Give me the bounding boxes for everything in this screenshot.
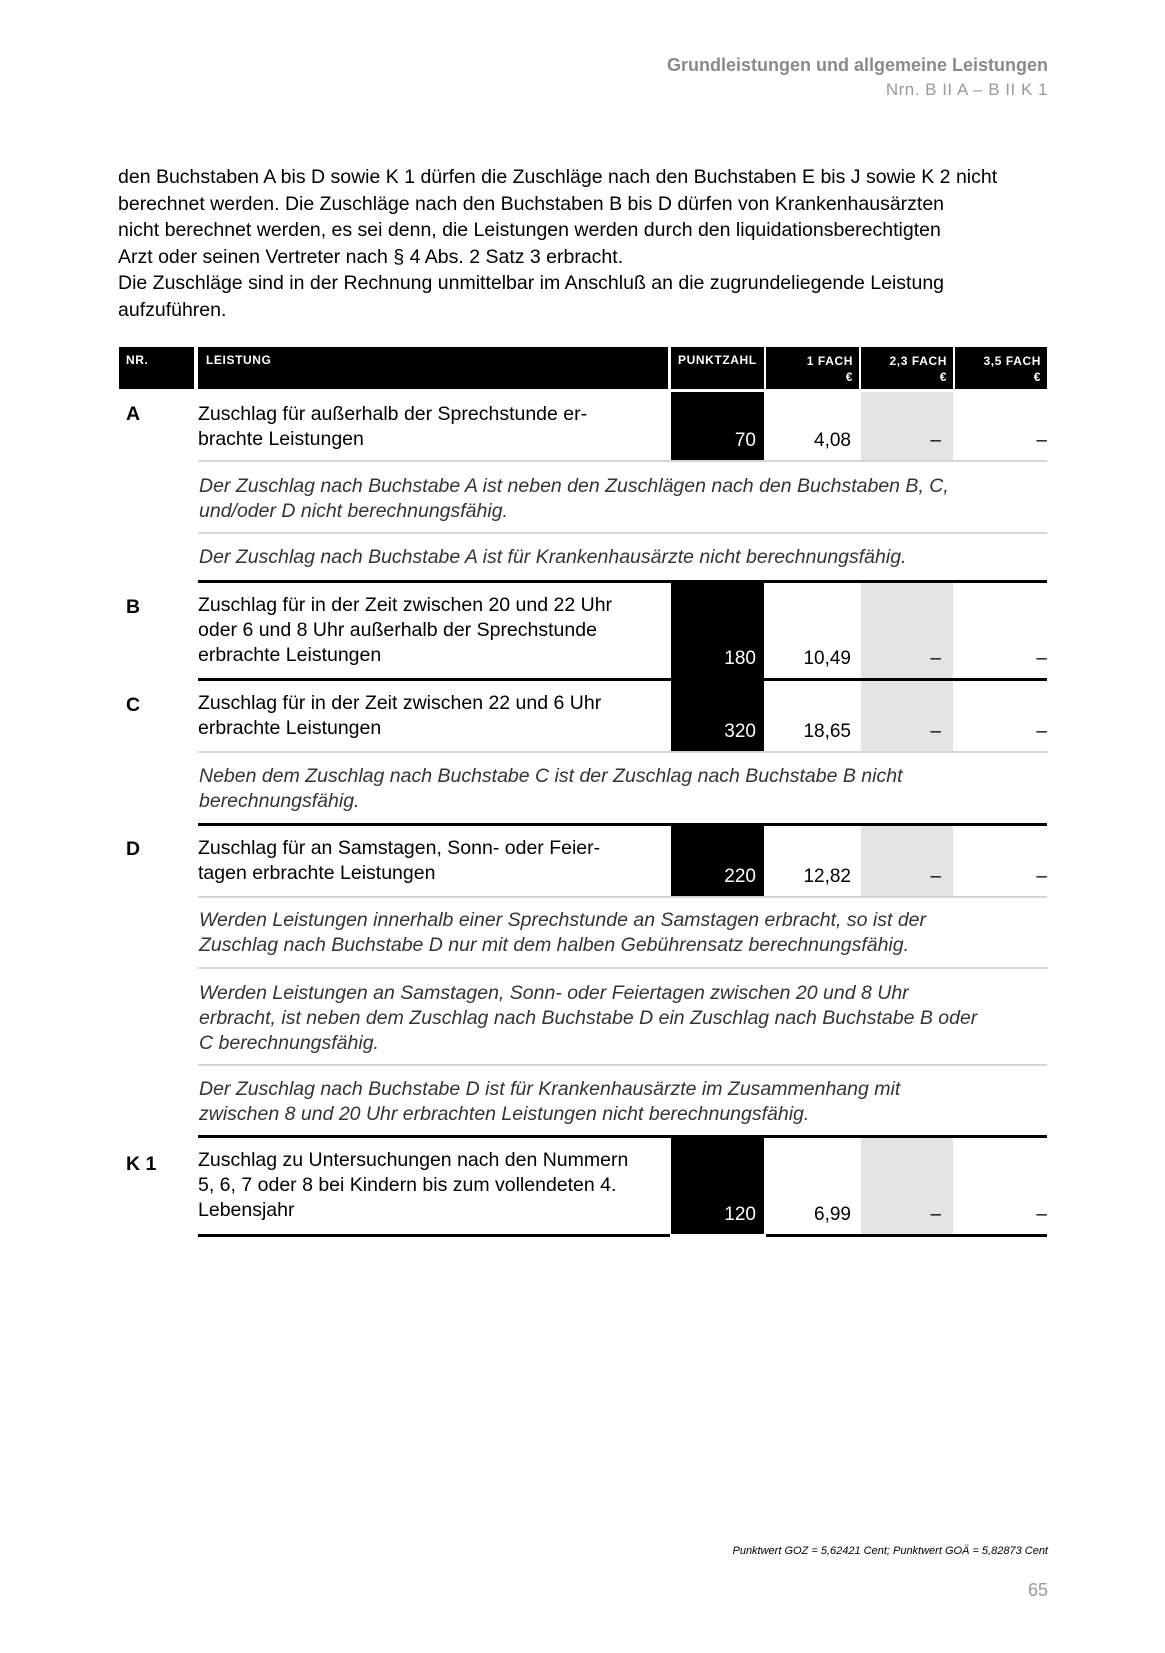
intro-line: aufzuführen. <box>118 298 227 321</box>
row-fach23-value: – <box>930 866 941 887</box>
note-line: Der Zuschlag nach Buchstabe A ist für Krankenhausärzte nicht berechnungsfähig. <box>199 546 907 568</box>
row-fach23 <box>861 583 953 678</box>
row-description-line: Zuschlag für in der Zeit zwischen 20 und 22 Uhr <box>198 594 613 616</box>
note-d1 <box>199 908 1044 958</box>
note-line: erbracht, ist neben dem Zuschlag nach Buchstabe D ein Zuschlag nach Buchstabe B oder <box>199 1007 978 1029</box>
row-fach23 <box>861 826 953 896</box>
note-line: berechnungsfähig. <box>199 790 360 812</box>
note-d2 <box>199 981 1044 1056</box>
row-punktzahl-value: 320 <box>724 721 756 742</box>
row-nr: D <box>126 838 141 860</box>
row-divider <box>766 1234 1047 1237</box>
header-fach23 <box>861 347 953 389</box>
row-description <box>198 1138 668 1223</box>
row-fach1-value: 10,49 <box>803 648 851 669</box>
row-description-line: tagen erbrachte Leistungen <box>198 862 436 884</box>
note-line: Der Zuschlag nach Buchstabe A ist neben den Zuschlägen nach den Buchstaben B, C, <box>199 475 949 497</box>
row-nr: A <box>126 403 141 425</box>
note-line: Werden Leistungen an Samstagen, Sonn- oder Feiertagen zwischen 20 und 8 Uhr <box>199 982 909 1004</box>
row-punktzahl <box>671 392 764 460</box>
row-description-line: Zuschlag für in der Zeit zwischen 22 und 6 Uhr <box>198 692 602 714</box>
row-punktzahl-value: 180 <box>724 648 756 669</box>
header-nr: NR. <box>119 347 194 389</box>
header-punktzahl: PUNKTZAHL <box>671 347 764 389</box>
row-fach1 <box>766 1138 859 1234</box>
row-fach1-value: 12,82 <box>803 866 851 887</box>
row-description-line: Lebensjahr <box>198 1199 295 1221</box>
row-fach23-value: – <box>930 1204 941 1225</box>
row-punktzahl-value: 120 <box>724 1204 756 1225</box>
row-punktzahl-value: 220 <box>724 866 756 887</box>
row-description-line: erbrachte Leistungen <box>198 644 382 666</box>
header-fach35-euro: € <box>1033 370 1041 384</box>
page-header <box>667 52 1048 102</box>
row-fach35-value: – <box>1036 430 1047 451</box>
header-fach23-euro: € <box>939 370 947 384</box>
note-line: zwischen 8 und 20 Uhr erbrachten Leistungen nicht berechnungsfähig. <box>199 1103 810 1125</box>
row-fach1-value: 6,99 <box>814 1204 851 1225</box>
intro-line: Arzt oder seinen Vertreter nach § 4 Abs. 2 Satz 3 erbracht. <box>118 245 624 268</box>
row-nr: K 1 <box>126 1153 157 1175</box>
row-fach1 <box>766 826 859 896</box>
note-d3 <box>199 1077 1044 1127</box>
header-fach1-euro: € <box>845 370 853 384</box>
row-fach23 <box>861 681 953 751</box>
note-a2 <box>199 545 1044 570</box>
row-fach1 <box>766 681 859 751</box>
header-fach35-label: 3,5 FACH <box>983 354 1041 368</box>
row-punktzahl <box>671 583 764 678</box>
row-description-line: oder 6 und 8 Uhr außerhalb der Sprechstunde <box>198 619 597 641</box>
row-description-line: Zuschlag für an Samstagen, Sonn- oder Feier- <box>198 837 601 859</box>
row-fach1 <box>766 392 859 460</box>
header-leistung: LEISTUNG <box>198 347 668 389</box>
note-line: Neben dem Zuschlag nach Buchstabe C ist der Zuschlag nach Buchstabe B nicht <box>199 765 903 787</box>
header-fach35 <box>955 347 1047 389</box>
note-line: und/oder D nicht berechnungsfähig. <box>199 500 508 522</box>
header-fach1 <box>766 347 859 389</box>
note-a1 <box>199 474 1044 524</box>
row-description <box>198 583 668 668</box>
header-subtitle: Nrn. B II A – B II K 1 <box>885 80 1048 99</box>
note-line: Zuschlag nach Buchstabe D nur mit dem halben Gebührensatz berechnungsfähig. <box>199 934 910 956</box>
note-line: C berechnungsfähig. <box>199 1032 379 1054</box>
row-divider <box>198 751 1047 753</box>
row-fach35-value: – <box>1036 1204 1047 1225</box>
page-number: 65 <box>1027 1580 1048 1600</box>
row-fach23-value: – <box>930 648 941 669</box>
intro-line: berechnet werden. Die Zuschläge nach den Buchstaben B bis D dürfen von Krankenhausärzten <box>118 192 945 215</box>
header-fach23-label: 2,3 FACH <box>889 354 947 368</box>
header-title: Grundleistungen und allgemeine Leistungen <box>666 55 1048 75</box>
row-fach35 <box>955 1138 1047 1234</box>
footer-note: Punktwert GOZ = 5,62421 Cent; Punktwert GOÄ = 5,82873 Cent <box>732 1545 1048 1557</box>
intro-line: den Buchstaben A bis D sowie K 1 dürfen die Zuschläge nach den Buchstaben E bis J sowie K 2 nicht <box>118 166 998 188</box>
row-punktzahl <box>671 681 764 751</box>
header-fach1-label: 1 FACH <box>806 354 853 368</box>
row-fach1-value: 4,08 <box>814 430 851 451</box>
row-nr: B <box>126 596 141 618</box>
row-divider <box>198 1064 1047 1066</box>
row-fach1 <box>766 583 859 678</box>
row-description-line: 5, 6, 7 oder 8 bei Kindern bis zum vollendeten 4. <box>198 1174 617 1196</box>
row-description-line: erbrachte Leistungen <box>198 717 382 739</box>
row-fach23 <box>861 392 953 460</box>
row-fach23 <box>861 1138 953 1234</box>
row-fach23-value: – <box>930 430 941 451</box>
row-description <box>198 826 668 886</box>
row-divider <box>198 967 1047 969</box>
row-divider <box>198 532 1047 534</box>
row-fach35 <box>955 681 1047 751</box>
row-punktzahl-value: 70 <box>734 430 756 451</box>
row-fach35-value: – <box>1036 648 1047 669</box>
row-nr: C <box>126 694 141 716</box>
row-divider <box>198 460 1047 462</box>
row-divider <box>198 1234 670 1237</box>
row-fach1-value: 18,65 <box>803 721 851 742</box>
row-fach23-value: – <box>930 721 941 742</box>
row-fach35 <box>955 826 1047 896</box>
row-fach35 <box>955 583 1047 678</box>
row-punktzahl <box>671 1138 764 1234</box>
row-description-line: brachte Leistungen <box>198 428 364 450</box>
intro-line: nicht berechnet werden, es sei denn, die Leistungen werden durch den liquidationsberechtigten <box>118 219 941 241</box>
note-line: Werden Leistungen innerhalb einer Sprechstunde an Samstagen erbracht, so ist der <box>199 909 927 931</box>
row-punktzahl <box>671 826 764 896</box>
intro-line: Die Zuschläge sind in der Rechnung unmittelbar im Anschluß an die zugrundeliegende Leistung <box>118 272 945 294</box>
row-description-line: Zuschlag zu Untersuchungen nach den Nummern <box>198 1149 629 1171</box>
note-line: Der Zuschlag nach Buchstabe D ist für Krankenhausärzte im Zusammenhang mit <box>199 1078 901 1100</box>
row-description <box>198 681 668 741</box>
row-description-line: Zuschlag für außerhalb der Sprechstunde er- <box>198 403 588 425</box>
row-fach35-value: – <box>1036 866 1047 887</box>
note-c1 <box>199 764 1044 814</box>
row-fach35 <box>955 392 1047 460</box>
row-divider <box>198 896 1047 898</box>
row-fach35-value: – <box>1036 721 1047 742</box>
row-description <box>198 392 668 452</box>
intro-text <box>118 164 1058 323</box>
